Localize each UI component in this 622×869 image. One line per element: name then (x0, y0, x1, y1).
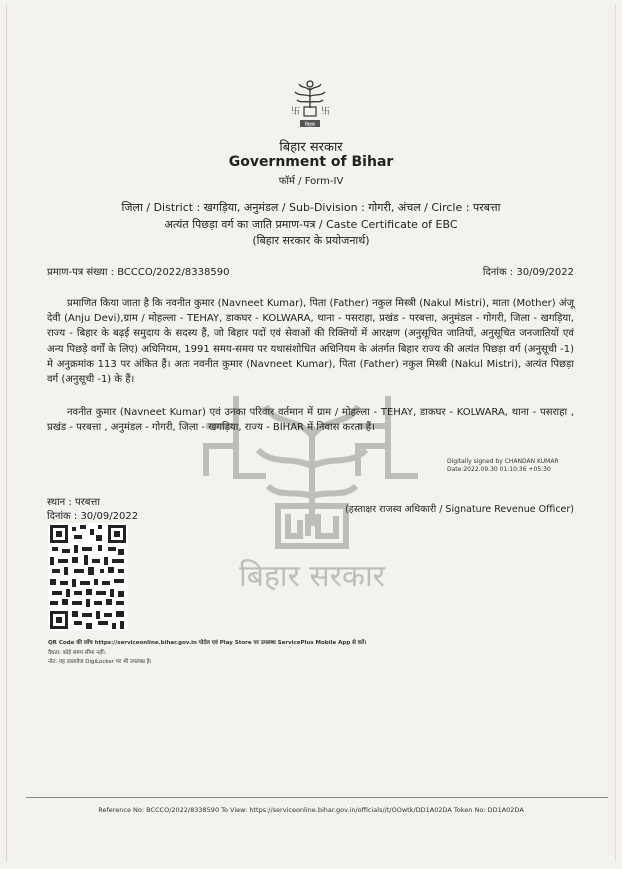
validity-note: वैधता: कोई समय सीमा नहीं। (48, 650, 106, 656)
svg-text:卐: 卐 (321, 107, 331, 117)
certificate-purpose: (बिहार सरकार के प्रयोजनार्थ) (252, 234, 370, 247)
issue-date: दिनांक : 30/09/2022 (47, 511, 139, 522)
district-line: जिला / District : खगड़िया, अनुमंडल / Sub-Division : गोगरी, अंचल / Circle : परबत्ता (121, 201, 501, 214)
certificate-number: प्रमाण-पत्र संख्या : BCCCO/2022/8338590 (47, 267, 230, 278)
qr-code-icon (48, 523, 128, 631)
svg-text:卐: 卐 (291, 107, 301, 117)
digital-signature-date: Date:2022.09.30 01:10:36 +05:30 (447, 466, 551, 473)
certificate-body-para2: नवनीत कुमार (Navneet Kumar) एवं उनका परिवार वर्तमान में ग्राम / मोहल्ला - TEHAY, डाकघर - KOLWARA, थाना - पसराहा , प्रखंड - परबत्ता , अनुमंडल - गोगरी, जिला - खगड़िया, राज्य - BIHAR में निवास करता हैं। (47, 407, 574, 434)
place-label: स्थान : परबत्ता (47, 497, 100, 508)
svg-text:बिहार सरकार: बिहार सरकार (238, 559, 386, 594)
footer-divider (26, 797, 608, 798)
header-title-english: Government of Bihar (228, 154, 394, 170)
qr-verification-note: QR Code की जाँच https://serviceonline.bihar.gov.in पोर्टल एवं Play Store पर उपलब्ध ServicePlus Mobile App से करें। (48, 640, 367, 646)
digital-signature (447, 458, 559, 474)
digilocker-note: नोट: यह दस्तावेज DigiLocker पर भी उपलब्ध है। (48, 659, 152, 665)
form-label: फॉर्म / Form-IV (278, 176, 344, 187)
header-title-hindi: बिहार सरकार (279, 140, 343, 155)
footer-reference: Reference No: BCCCO/2022/8338590 To View: https://serviceonline.bihar.gov.in/officials//t/OOwtk/DD1A02DA Token No: DD1A02DA (98, 806, 524, 814)
certificate-title: अत्यंत पिछड़ा वर्ग का जाति प्रमाण-पत्र / Caste Certificate of EBC (164, 218, 458, 231)
digital-signature-name: Digitally signed by CHANDAN KUMAR (447, 458, 559, 465)
certificate-date: दिनांक : 30/09/2022 (482, 267, 574, 278)
bihar-emblem-icon (285, 76, 335, 130)
certificate-body-para1: प्रमाणित किया जाता है कि नवनीत कुमार (Navneet Kumar), पिता (Father) नकुल मिस्त्री (Nakul Mistri), माता (Mother) अंजू देवी (Anju Devi),ग्राम / मोहल्ला - TEHAY, डाकघर - KOLWARA, थाना - पसराहा, प्रखंड - परबत्ता, अनुमंडल - गोगरी, जिला - खगड़िया, राज्य - बिहार के बढ़ई समुदाय के सदस्य हैं, जो बिहार पदों एवं सेवाओं की रिक्तियों में आरक्षण (अनुसूचित जातियों, अनुसूचित जनजातियों एवं अन्य पिछड़े वर्गों के लिए) अधिनियम, 1991 समय-समय पर यथासंशोधित अधिनियम के अंतर्गत बिहार राज्य की अत्यंत पिछड़ा वर्ग (अनुसूची -1) मे अनुक्रमांक 113 पर अंकित हैं। अतः नवनीत कुमार (Navneet Kumar), पिता (Father) नकुल मिस्त्री (Nakul Mistri), अत्यंत पिछड़ा वर्ग (अनुसूची -1) के हैं। (47, 298, 574, 386)
svg-text:बिहार: बिहार (304, 122, 316, 128)
officer-signature-label: (हस्ताक्षर राजस्व अधिकारी / Signature Revenue Officer) (345, 504, 574, 515)
